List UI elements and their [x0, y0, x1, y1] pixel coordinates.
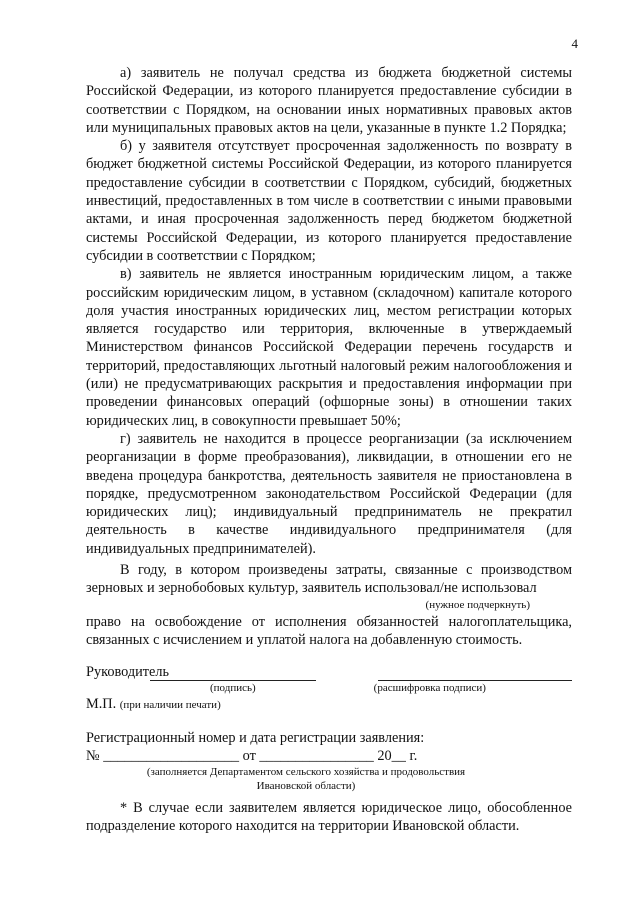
stamp-label: М.П.	[86, 696, 117, 713]
stamp-note: (при наличии печати)	[119, 699, 221, 712]
paragraph-continuation: право на освобождение от исполнения обязанностей налогоплательщика, связанных с исчислением и уплатой налога на добавленную стоимость.	[86, 613, 572, 648]
registration-number-date-line: № ___________________ от ________________ 20__ г.	[86, 747, 418, 764]
paragraph-b: б) у заявителя отсутствует просроченная задолженность по возврату в бюджет бюджетной системы Российской Федерации, из которого планируется предоставление субсидии в соответствии с Порядком, субсидий, бюджетных инвестиций, предоставленных в том числе в соответствии с иными правовыми актами, и иная просроченная задолженность перед бюджетом бюджетной системы Российской Федерации, из которого планируется предоставление субсидии в соответствии с Порядком;	[86, 138, 572, 264]
signature-decoding-line	[378, 666, 572, 681]
registration-note-line2: Ивановской области)	[256, 780, 356, 793]
paragraph-g: г) заявитель не находится в процессе реорганизации (за исключением реорганизации в форме преобразования), ликвидации, в отношении его не введена процедура банкротства, деятельность заявителя не приостановлена в порядке, предусмотренном законодательством Российской Федерации (для юридических лиц); индивидуальный предприниматель не прекратил деятельность в качестве индивидуального предпринимателя (для индивидуальных предпринимателей).	[86, 430, 572, 557]
signature-caption: (подпись)	[210, 682, 256, 695]
document-body	[86, 64, 572, 836]
paragraph-v: в) заявитель не является иностранным юридическим лицом, а также российским юридическим лицом, в уставном (складочном) капитале которого доля участия иностранных юридических лиц, местом регистрации которых является государство или территория, включенные в утверждаемый Министерством финансов Российской Федерации перечень государств и территорий, предоставляющих льготный налоговый режим налогообложения и (или) не предусматривающих раскрытия и предоставления информации при проведении финансовых операций (офшорные зоны) в отношении таких юридических лиц, в совокупности превышает 50%;	[86, 266, 572, 429]
stamp-line	[86, 695, 572, 714]
registration-note-line1: (заполняется Департаментом сельского хозяйства и продовольствия	[146, 766, 466, 779]
signature-captions	[86, 681, 572, 695]
page-number: 4	[571, 36, 578, 51]
signature-row	[86, 661, 572, 681]
signature-line	[150, 666, 316, 681]
footnote: * В случае если заявителем является юридическое лицо, обособленное подразделение которого находится на территории Ивановской области.	[86, 800, 572, 835]
underline-note: (нужное подчеркнуть)	[425, 598, 530, 611]
decoding-caption: (расшифровка подписи)	[373, 682, 486, 695]
signature-label: Руководитель	[86, 663, 170, 680]
paragraph-a: а) заявитель не получал средства из бюджета бюджетной системы Российской Федерации, из которого планируется предоставление субсидии в соответствии с Порядком, на основании иных нормативных правовых актов или муниципальных правовых актов на цели, указанные в пункте 1.2 Порядка;	[86, 65, 572, 136]
paragraph-year-usage: В году, в котором произведены затраты, связанные с производством зерновых и зернобобовых культур, заявитель использовал/не использовал	[86, 562, 572, 597]
registration-block	[86, 729, 572, 794]
registration-title: Регистрационный номер и дата регистрации заявления:	[86, 729, 425, 746]
